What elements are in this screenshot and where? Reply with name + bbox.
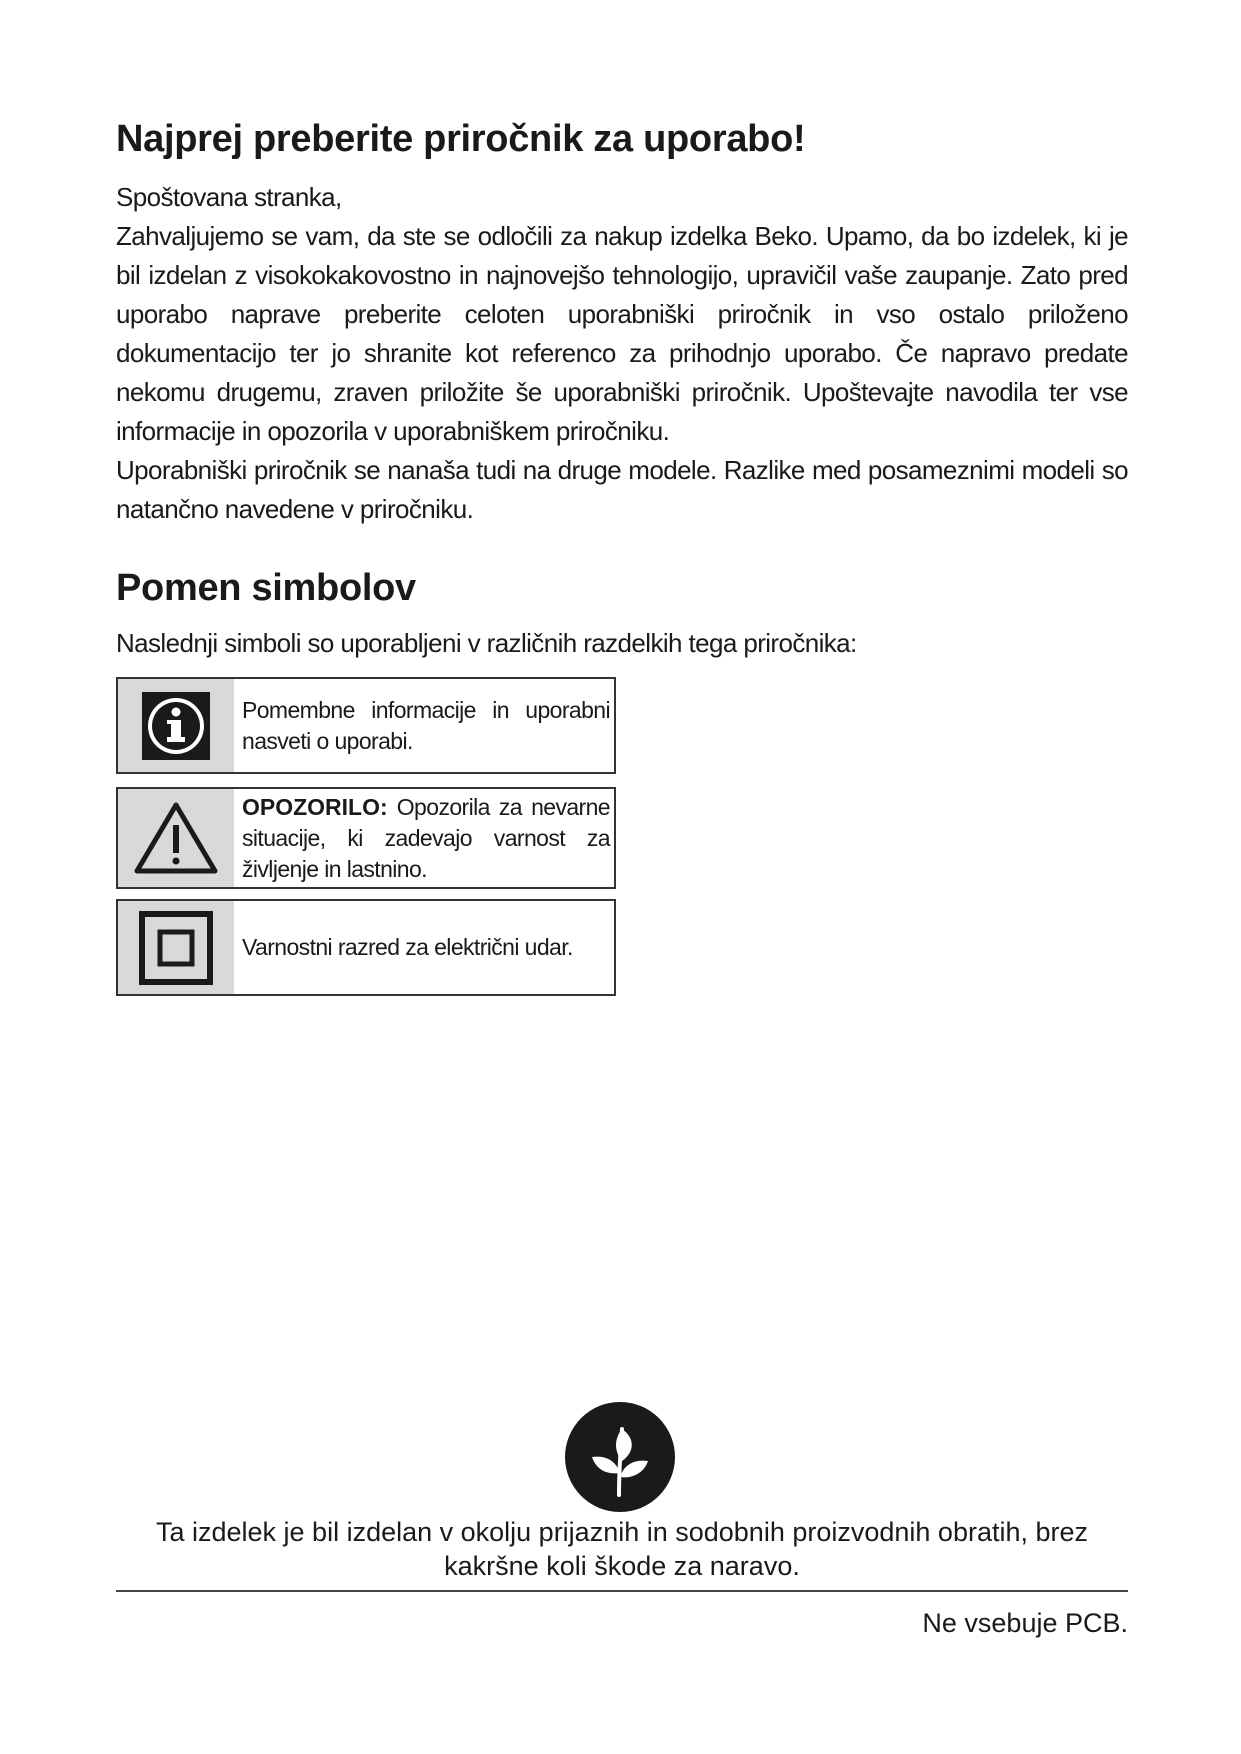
pcb-note: Ne vsebuje PCB. [922, 1608, 1128, 1638]
symbol-text-info [234, 679, 614, 772]
intro-paragraph-2: Uporabniški priročnik se nanaša tudi na druge modele. Razlike med posameznimi modeli so natančno navedene v priročniku. [116, 455, 1128, 524]
intro-paragraph-1: Zahvaljujemo se vam, da ste se odločili za nakup izdelka Beko. Upamo, da bo izdelek, ki je bil izdelan z visokokakovostno in najnovejšo tehnologijo, upravičil vaše zaupanje. Zato pred uporabo naprave preberite celoten uporabniški priročnik in vso ostalo priloženo dokumentacijo ter jo shranite kot referenco za prihodnjo uporabo. Če napravo predate nekomu drugemu, zraven priložite še uporabniški priročnik. Upoštevajte navodila ter vse informacije in opozorila v uporabniškem priročniku. [116, 221, 1128, 446]
symbol-text-warning [234, 789, 614, 887]
symbol-icon-cell [118, 789, 234, 887]
intro-section [116, 178, 1128, 529]
symbol-box-info [116, 677, 616, 774]
symbol-description: Pomembne informacije in uporabni nasveti o uporabi. [242, 696, 610, 754]
symbol-text-class-ii [234, 901, 577, 994]
symbol-text-wrap [242, 792, 610, 885]
leaf-icon [564, 1401, 676, 1513]
class-ii-icon [138, 910, 214, 986]
intro-greeting: Spoštovana stranka, [116, 182, 342, 212]
symbol-icon-cell [118, 901, 234, 994]
symbol-description: Opozorila za nevarne situacije, ki zadevajo varnost za življenje in lastnino. [242, 793, 610, 882]
symbol-icon-cell [118, 679, 234, 772]
symbol-description: Varnostni razred za električni udar. [242, 934, 573, 960]
warning-icon [133, 800, 219, 876]
warning-label: OPOZORILO: [242, 793, 388, 820]
symbol-box-warning [116, 787, 616, 889]
symbols-section-title: Pomen simbolov [116, 567, 416, 609]
page-title: Najprej preberite priročnik za uporabo! [116, 118, 806, 160]
symbol-box-class-ii [116, 899, 616, 996]
info-icon [140, 690, 212, 762]
divider [116, 1590, 1128, 1592]
manual-page [116, 0, 1128, 1754]
eco-statement: Ta izdelek je bil izdelan v okolju prijaznih in sodobnih proizvodnih obratih, brez kakršne koli škode za naravo. [155, 1517, 1089, 1581]
symbols-section-intro: Naslednji simboli so uporabljeni v različnih razdelkih tega priročnika: [116, 628, 857, 658]
